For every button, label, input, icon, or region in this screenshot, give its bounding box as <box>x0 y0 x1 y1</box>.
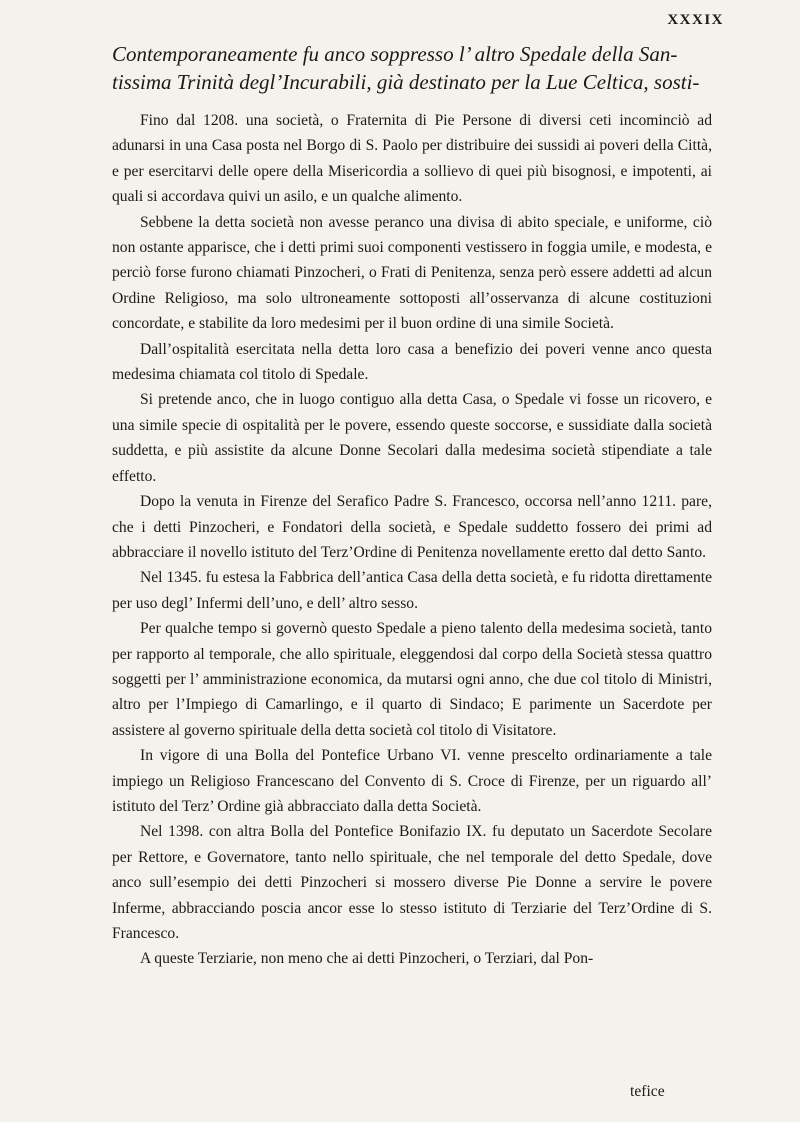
catchword: tefice <box>630 1083 665 1100</box>
paragraph: Dall’ospitalità esercitata nella detta loro casa a benefizio dei poveri venne anco questa medesima chiamata col titolo di Spedale. <box>112 340 712 384</box>
page-number: XXXIX <box>667 12 724 28</box>
paragraph: Per qualche tempo si governò questo Spedale a pieno talento della medesima società, tanto per rapporto al temporale, che allo spirituale, eleggendosi dal corpo della Società stessa quattro soggetti per l’ amministrazione economica, da mutarsi ogni anno, che due col titolo di Ministri, altro per l’Impiego di Camarlingo, e il quarto di Sindaco; E parimente un Sacerdote per assistere al governo spirituale della detta società col titolo di Visitatore. <box>112 620 712 739</box>
paragraph: Nel 1345. fu estesa la Fabbrica dell’antica Casa della detta società, e fu ridotta direttamente per uso degl’ Infermi dell’uno, e dell’ altro sesso. <box>112 569 712 612</box>
heading-line-2: tissima Trinità degl’Incurabili, già destinato per la Lue Celtica, sosti- <box>112 70 700 94</box>
section-heading <box>112 40 712 96</box>
paragraph: A queste Terziarie, non meno che ai detti Pinzocheri, o Terziari, dal Pon- <box>140 950 594 968</box>
heading-line-1: Contemporaneamente fu anco soppresso l’ altro Spedale della San- <box>112 42 678 66</box>
paragraph: In vigore di una Bolla del Pontefice Urbano VI. venne prescelto ordinariamente a tale impiego un Religioso Francescano del Convento di S. Croce di Firenze, per un riguardo all’ istituto del Terz’ Ordine già abbracciato dalla detta Società. <box>112 747 712 815</box>
paragraph: Si pretende anco, che in luogo contiguo alla detta Casa, o Spedale vi fosse un ricovero, e una simile specie di ospitalità per le povere, essendo queste soccorse, e sussidiate dalla società suddetta, e più assistite da alcune Donne Secolari dalla medesima società stipendiate a tale effetto. <box>112 391 712 485</box>
paragraph: Fino dal 1208. una società, o Fraternita di Pie Persone di diversi ceti incominciò ad adunarsi in una Casa posta nel Borgo di S. Paolo per distribuire dei sussidi ai poveri della Città, e per esercitarvi delle opere della Misericordia a sollievo di quei più bisognosi, e impotenti, ai quali si accordava quivi un asilo, e un qualche alimento. <box>112 112 712 206</box>
paragraph: Sebbene la detta società non avesse peranco una divisa di abito speciale, e uniforme, ciò non ostante apparisce, che i detti primi suoi componenti vestissero in foggia umile, e modesta, e perciò forse furono chiamati Pinzocheri, o Frati di Penitenza, senza però essere addetti ad alcun Ordine Religioso, ma solo ultroneamente sottoposti all’osservanza di alcune costituzioni concordate, e stabilite da loro medesimi per il buon ordine di una simile Società. <box>112 213 712 333</box>
paragraph: Nel 1398. con altra Bolla del Pontefice Bonifazio IX. fu deputato un Sacerdote Secolare per Rettore, e Governatore, tanto nello spirituale, che nel temporale del detto Spedale, dove anco sull’esempio dei detti Pinzocheri si mossero diverse Pie Donne a servire le povere Inferme, abbracciando poscia ancor esse lo stesso istituto di Terziarie del Terz’Ordine di S. Francesco. <box>112 823 712 942</box>
paragraph: Dopo la venuta in Firenze del Serafico Padre S. Francesco, occorsa nell’anno 1211. pare, che i detti Pinzocheri, e Fondatori della società, e Spedale suddetto fossero dei primi ad abbracciare il novello istituto del Terz’Ordine di Penitenza novellamente eretto dal detto Santo. <box>112 493 712 561</box>
body-text <box>112 108 712 972</box>
